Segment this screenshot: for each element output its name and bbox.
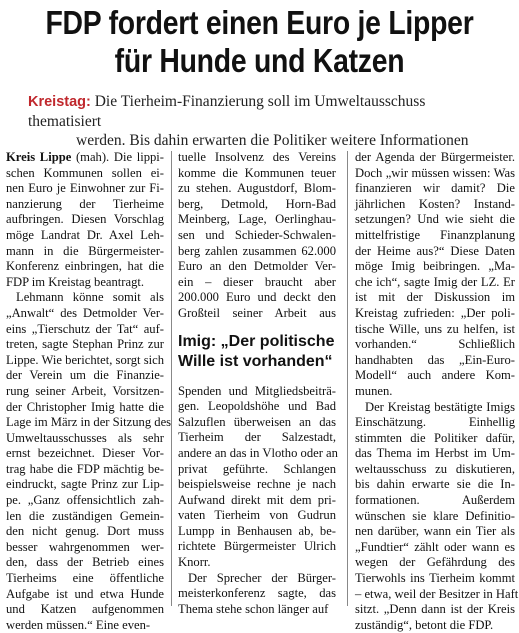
text-line: das Thema im Herbst im Um-: [355, 446, 515, 461]
text-line: Konferenz einbringen, hat die: [6, 259, 164, 274]
text-line: schen Kommunen sollen ei-: [6, 165, 164, 180]
text-line: Salzuflen überweisen an das: [178, 414, 336, 429]
text-line: Doch „wir müssen wissen: Was: [355, 165, 515, 180]
text-line: Aufgabe ist und etwa Hunde: [6, 586, 164, 601]
text-line: Knorr.: [178, 555, 211, 570]
text-line: besser wahrgenommen wer-: [6, 539, 164, 554]
text-line: den, dass der Betrieb eines: [6, 555, 164, 570]
text-line: Euro an den Detmolder Ver-: [178, 259, 336, 274]
text-line: mann in die Bürgermeister-: [6, 243, 164, 258]
text-line: stimmten die Politiker dafür,: [355, 430, 515, 445]
text-line: Modell“ auch andere Kom-: [355, 368, 515, 383]
article-column-3: [355, 150, 519, 633]
text-line: finanzieren wir damit? Die: [355, 181, 515, 196]
text-line: Meinberg, Lage, Oerlinghau-: [178, 212, 336, 227]
text-line: Der Kreistag bestätigte Imigs: [365, 399, 515, 414]
text-line: vaten Tierheim von Gudrun: [178, 508, 336, 523]
text-line: berg, Detmold, Horn-Bad: [178, 196, 336, 211]
text-line: eindruckt, sagte Prinz zur Lip-: [6, 477, 164, 492]
text-line: ist mit der Diskussion im: [355, 290, 515, 305]
text-line: Großteil seiner Arbeit aus: [178, 305, 336, 320]
subhead-line-2: werden. Bis dahin erwarten die Politiker weitere Informationen: [76, 132, 469, 149]
text-line: „Fundtier“ zählt oder wann es: [355, 539, 515, 554]
intertitle-line-2: Wille ist vorhanden“: [178, 352, 333, 370]
text-line: sen und Schieder-Schwalen-: [178, 227, 336, 242]
text-line: komme die Kommunen teuer: [178, 165, 336, 180]
text-line: und Katzen aufgenommen: [6, 602, 164, 617]
text-line: wegen der Gefährdung des: [355, 555, 515, 570]
text-line: formationen. Außerdem: [355, 493, 515, 508]
text-line: Tierheims eine öffentliche: [6, 571, 164, 586]
text-line: treten, sagte Stephan Prinz zur: [6, 337, 164, 352]
intertitle: [178, 332, 336, 372]
column-divider-2: [347, 151, 348, 606]
text-line: vorhanden.“ Schließlich: [355, 337, 515, 352]
text-line: Spenden und Mitgliedsbeiträ-: [178, 383, 336, 398]
text-line: Lumpp in Benhausen ab, be-: [178, 523, 336, 538]
text-line: zuständig“, betont die FDP.: [355, 617, 494, 632]
text-line: Lage im März in der Sitzung des: [6, 415, 172, 430]
text-line: pe. „Ganz offensichtlich zah-: [6, 493, 164, 508]
text-line: jährlichen Kosten? Instand-: [355, 196, 515, 211]
text-line: nen darüber, wann ein Tier als: [355, 524, 515, 539]
subhead-line-1: Die Tierheim-Finanzierung soll im Umweltausschuss thematisiert: [28, 93, 426, 130]
text-line: beispielsweise rechne je nach: [178, 477, 336, 492]
text-line: FDP im Kreistag beantragt.: [6, 274, 145, 289]
text-line: che ich“, sagte Imig der LZ. Er: [355, 274, 515, 289]
text-line: nanzierung der Tierheime: [6, 196, 164, 211]
text-line: meisterkonferenz sagte, das: [178, 586, 336, 601]
text-line: „Anwalt“ des Detmolder Ver-: [6, 305, 164, 320]
text-line: mittelfristige Finanzplanung: [355, 227, 515, 242]
text-line: andere an das in Vlotho oder an: [178, 445, 338, 460]
text-line: Tierheim der Salzestadt,: [178, 430, 336, 445]
kicker-label: Kreistag:: [28, 94, 91, 110]
column-divider-1: [171, 151, 172, 606]
text-line: der Verein um die Finanzie-: [6, 368, 164, 383]
text-line: werden müssen.“ Eine even-: [6, 617, 151, 632]
text-line: tische Wille, uns zu helfen, ist: [355, 321, 515, 336]
text-line: der Agenda der Bürgermeister.: [355, 150, 515, 164]
text-line: den nicht genug. Dort muss: [6, 524, 164, 539]
text-line: der Heime aus?“ Diese Daten: [355, 243, 515, 258]
text-line: aufbringen. Diesen Vorschlag: [6, 212, 164, 227]
text-line: privat geführte. Schlangen: [178, 461, 336, 476]
text-line: 200.000 Euro und deckt den: [178, 290, 336, 305]
text-line: ein – dieser braucht aber: [178, 274, 336, 289]
text-line: tuelle Insolvenz des Vereins: [178, 150, 336, 164]
text-line: möge Imig beibringen. „Ma-: [355, 259, 515, 274]
text-line: möge Landrat Dr. Axel Leh-: [6, 227, 164, 242]
text-line: der Christopher Imig hatte die: [6, 399, 164, 414]
text-line: gen. Leopoldshöhe und Bad: [178, 399, 336, 414]
text-line: ernst bezeichnet. Dieser Vor-: [6, 446, 164, 461]
text-line: setzungen? Und wie sieht die: [355, 212, 515, 227]
headline-line-2: für Hunde und Katzen: [114, 42, 405, 79]
text-line: munen.: [355, 383, 393, 398]
text-line: Lehmann könne somit als: [16, 290, 164, 305]
dateline: Kreis Lippe: [6, 150, 72, 164]
text-line: Aufwand direkt mit dem pri-: [178, 492, 336, 507]
article-column-1: [6, 150, 172, 633]
text-line: richtete Bürgermeister Ulrich: [178, 539, 336, 554]
text-line: nen Euro je Einwohner zur Fi-: [6, 181, 164, 196]
text-line: Kreistag zufrieden: „Der poli-: [355, 305, 515, 320]
text-line: Der Sprecher der Bürger-: [188, 570, 336, 585]
text-line: Einschätzung. Einhellig: [355, 415, 515, 430]
text-line: handhabten das „Ein-Euro-: [355, 352, 515, 367]
text-line: [6, 150, 164, 166]
text-line: weltausschuss zu diskutieren,: [355, 461, 515, 476]
headline: [36, 4, 482, 80]
text-line: zu stehen. Augustdorf, Blom-: [178, 181, 336, 196]
text-line: berg zahlen zusammen 62.000: [178, 243, 336, 258]
headline-line-1: FDP fordert einen Euro je Lipper: [45, 4, 474, 41]
intertitle-line-1: Imig: „Der politische: [178, 332, 335, 350]
text-line: Umweltausschusses als sehr: [6, 430, 164, 445]
text-line: wünschen sie klare Definitio-: [355, 508, 515, 523]
text-line: Lippe. Wie berichtet, sorgt sich: [6, 352, 164, 367]
article-column-2: [178, 150, 336, 617]
text-line: bis dahin erwarte sie die In-: [355, 477, 515, 492]
text-line: – etwa, weil der Besitzer in Haft: [355, 586, 519, 601]
text-line: trag habe die FDP mächtig be-: [6, 461, 164, 476]
subheadline: [28, 92, 498, 150]
text-line-rest: (mah). Die lippi-: [71, 150, 164, 164]
text-line: Thema stehe schon länger auf: [178, 601, 329, 616]
text-line: rung seiner Arbeit, Vorsitzen-: [6, 383, 164, 398]
text-line: sitzt. „Denn dann ist der Kreis: [355, 602, 515, 617]
text-line: len die zuständigen Gemein-: [6, 508, 164, 523]
text-line: Tierwohls ins Tierheim kommt: [355, 571, 515, 586]
text-line: eins „Tierschutz der Tat“ auf-: [6, 321, 164, 336]
